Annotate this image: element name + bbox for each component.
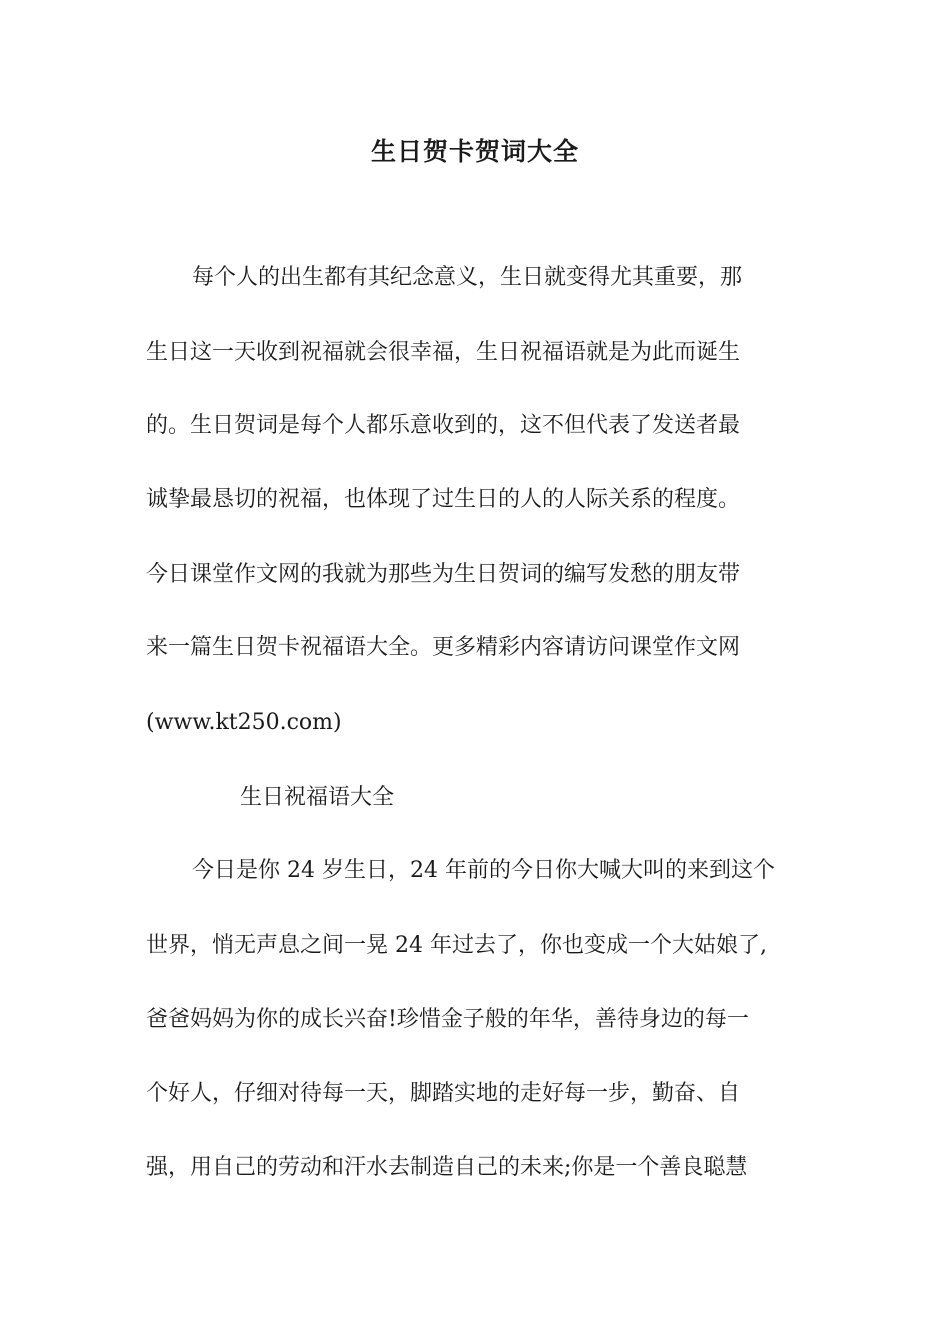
body-line-1: 今日是你 24 岁生日，24 年前的今日你大喊大叫的来到这个 <box>192 858 775 883</box>
section-heading: 生日祝福语大全 <box>240 785 395 810</box>
body-line-4: 个好人，仔细对待每一天，脚踏实地的走好每一步，勤奋、自 <box>146 1081 741 1106</box>
document-title: 生日贺卡贺词大全 <box>370 137 579 166</box>
body-line-5: 强，用自己的劳动和汗水去制造自己的未来;你是一个善良聪慧 <box>146 1155 748 1180</box>
intro-line-1: 每个人的出生都有其纪念意义，生日就变得尤其重要，那 <box>192 265 743 290</box>
intro-line-3: 的。生日贺词是每个人都乐意收到的，这不但代表了发送者最 <box>146 413 741 438</box>
intro-line-4: 诚挚最恳切的祝福，也体现了过生日的人的人际关系的程度。 <box>146 487 741 512</box>
intro-line-2: 生日这一天收到祝福就会很幸福，生日祝福语就是为此而诞生 <box>146 340 741 365</box>
body-line-2: 世界，悄无声息之间一晃 24 年过去了，你也变成一个大姑娘了, <box>146 933 767 958</box>
intro-line-7-url: (www.kt250.com) <box>146 710 342 735</box>
intro-line-5: 今日课堂作文网的我就为那些为生日贺词的编写发愁的朋友带 <box>146 562 741 587</box>
intro-line-6: 来一篇生日贺卡祝福语大全。更多精彩内容请访问课堂作文网 <box>146 635 741 660</box>
body-line-3: 爸爸妈妈为你的成长兴奋!珍惜金子般的年华，善待身边的每一 <box>146 1007 749 1032</box>
